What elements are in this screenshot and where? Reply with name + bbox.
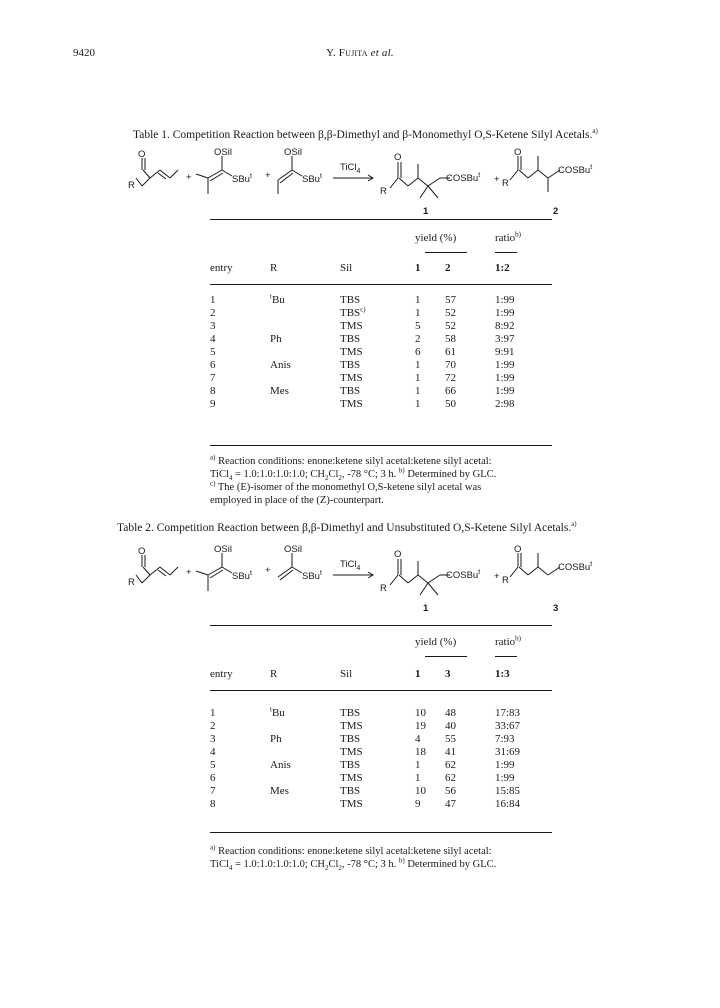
table-row xyxy=(210,333,550,346)
yield1-cell: 6 xyxy=(415,346,421,358)
r-cell xyxy=(270,307,340,320)
t2-sbu-1: SBu$^t$ xyxy=(232,570,252,582)
table-row xyxy=(210,320,550,333)
yield1-cell: 1 xyxy=(415,772,421,784)
r-cell xyxy=(270,320,340,333)
table2-note-a-line1: $^{a)}$ Reaction conditions: enone:ketene silyl acetal:ketene silyl acetal: xyxy=(210,843,492,857)
entry-cell: 9 xyxy=(210,398,216,410)
t1-enone xyxy=(128,149,178,191)
t1-arrow xyxy=(333,162,373,181)
table-row xyxy=(210,785,550,798)
r-cell xyxy=(270,798,340,811)
yield1-cell: 1 xyxy=(415,372,421,384)
t2-compound-label-3: 3 xyxy=(553,603,559,614)
table1-caption-text: Table 1. Competition Reaction between β,β-Dimethyl and β-Monomethyl O,S-Ketene Silyl Acetals. xyxy=(133,129,593,141)
entry-cell: 8 xyxy=(210,385,216,397)
table1-subheader xyxy=(210,262,550,275)
entry-cell: 6 xyxy=(210,359,216,371)
yield2-cell: 62 xyxy=(445,759,456,771)
yield2-cell: 55 xyxy=(445,733,456,745)
yield1-cell: 10 xyxy=(415,707,426,719)
t1-sbu-1: SBu$^t$ xyxy=(232,173,252,185)
yield2-cell: 52 xyxy=(445,320,456,332)
table1-yield-underline xyxy=(425,252,467,253)
ratio-cell: 17:83 xyxy=(495,707,521,719)
r-cell: Mes xyxy=(270,785,289,797)
r-cell: $^t$Bu xyxy=(270,705,285,719)
table-row xyxy=(210,720,550,733)
table-row xyxy=(210,385,550,398)
entry-cell: 2 xyxy=(210,307,216,319)
t1-o-label: O xyxy=(138,149,146,160)
t2-product-3 xyxy=(510,544,592,577)
t1-r-label-3: R xyxy=(502,178,509,189)
sil-cell: TMS xyxy=(340,398,363,410)
table-row xyxy=(210,772,550,785)
table1-col-r: R xyxy=(270,262,278,274)
r-cell: $^t$Bu xyxy=(270,292,285,306)
t2-r-label-3: R xyxy=(502,575,509,586)
yield2-cell: 48 xyxy=(445,707,456,719)
sil-cell: TMS xyxy=(340,320,363,332)
sil-cell: TMS xyxy=(340,372,363,384)
table1-col-ratio: 1:2 xyxy=(495,262,510,274)
t1-plus-3: + xyxy=(494,174,500,185)
page-number: 9420 xyxy=(73,47,95,59)
entry-cell: 4 xyxy=(210,333,216,345)
entry-cell: 2 xyxy=(210,720,216,732)
t2-o-label: O xyxy=(138,546,146,557)
table-row xyxy=(210,294,550,307)
table2-notes xyxy=(210,845,570,871)
entry-cell: 7 xyxy=(210,785,216,797)
yield1-cell: 18 xyxy=(415,746,426,758)
yield2-cell: 40 xyxy=(445,720,456,732)
t1-r-label-1: R xyxy=(128,180,135,191)
table1-col-y2: 2 xyxy=(445,262,451,274)
yield1-cell: 1 xyxy=(415,398,421,410)
t2-ketene-acetal-unsubstituted xyxy=(278,544,322,582)
r-cell xyxy=(270,372,340,385)
t2-plus-3: + xyxy=(494,571,500,582)
r-cell xyxy=(270,398,340,411)
table2-reaction-scheme xyxy=(128,543,598,615)
yield2-cell: 70 xyxy=(445,359,456,371)
t1-compound-label-2: 2 xyxy=(553,206,559,217)
sil-cell: TMS xyxy=(340,746,363,758)
r-cell: Ph xyxy=(270,333,282,345)
sil-cell: TMS xyxy=(340,346,363,358)
t2-r-label-1: R xyxy=(128,577,135,588)
ratio-cell: 1:99 xyxy=(495,759,515,771)
table2-col-r: R xyxy=(270,668,278,680)
r-cell xyxy=(270,746,340,759)
sil-cell: TMS xyxy=(340,772,363,784)
t2-osil-1: OSil xyxy=(214,544,232,555)
table1-col-entry: entry xyxy=(210,262,233,274)
ratio-cell: 1:99 xyxy=(495,372,515,384)
r-cell: Mes xyxy=(270,385,289,397)
sil-cell: TBS xyxy=(340,385,361,397)
table-row xyxy=(210,707,550,720)
table1-ratio-underline xyxy=(495,252,517,253)
t2-ketene-acetal-dimethyl xyxy=(196,544,252,591)
t2-cosbu-1: COSBu$^t$ xyxy=(446,569,481,581)
sil-cell: TMS xyxy=(340,798,363,810)
entry-cell: 7 xyxy=(210,372,216,384)
t2-o-label-3: O xyxy=(514,544,522,555)
running-head-etal: et al. xyxy=(370,47,394,59)
sil-cell: TBS xyxy=(340,733,361,745)
t1-ketene-acetal-dimethyl xyxy=(196,148,252,194)
t1-plus-1: + xyxy=(186,172,192,183)
sil-cell: TMS xyxy=(340,720,363,732)
t2-r-label-2: R xyxy=(380,583,387,594)
t1-sbu-2: SBu$^t$ xyxy=(302,173,322,185)
table2-col-y1: 1 xyxy=(415,668,421,680)
t2-cosbu-2: COSBu$^t$ xyxy=(558,561,593,573)
ratio-cell: 16:84 xyxy=(495,798,521,810)
entry-cell: 5 xyxy=(210,346,216,358)
r-cell xyxy=(270,346,340,359)
ratio-cell: 1:99 xyxy=(495,772,515,784)
t2-compound-label-1: 1 xyxy=(423,603,429,614)
r-cell: Anis xyxy=(270,759,291,771)
t2-sbu-2: SBu$^t$ xyxy=(302,570,322,582)
table2-caption-text: Table 2. Competition Reaction between β,β-Dimethyl and Unsubstituted O,S-Ketene Silyl Acetals. xyxy=(117,522,572,534)
table2-caption-mark: a) xyxy=(571,520,577,529)
ratio-cell: 15:85 xyxy=(495,785,521,797)
table-row xyxy=(210,359,550,372)
t1-osil-1: OSil xyxy=(214,148,232,158)
t1-product-2 xyxy=(510,148,592,192)
t1-cosbu-1: COSBu$^t$ xyxy=(446,172,481,184)
table1-bottom-rule xyxy=(210,445,552,446)
table2-col-y2: 3 xyxy=(445,668,451,680)
table1-note-a-line1: $^{a)}$ Reaction conditions: enone:ketene silyl acetal:ketene silyl acetal: xyxy=(210,453,492,467)
ratio-cell: 1:99 xyxy=(495,385,515,397)
yield1-cell: 1 xyxy=(415,359,421,371)
sil-cell: TBS xyxy=(340,333,361,345)
yield2-cell: 50 xyxy=(445,398,456,410)
t1-ketene-acetal-monomethyl xyxy=(278,148,322,194)
t1-o-label-2: O xyxy=(394,152,402,163)
entry-cell: 4 xyxy=(210,746,216,758)
yield1-cell: 1 xyxy=(415,385,421,397)
ratio-cell: 1:99 xyxy=(495,294,515,306)
yield2-cell: 66 xyxy=(445,385,456,397)
yield2-cell: 62 xyxy=(445,772,456,784)
table2-header xyxy=(210,636,550,649)
table-row xyxy=(210,759,550,772)
table1-note-c-line2: employed in place of the (Z)-counterpart. xyxy=(210,495,384,506)
table1-header-rule xyxy=(210,284,552,285)
yield2-cell: 56 xyxy=(445,785,456,797)
table1-caption xyxy=(133,129,598,141)
yield1-cell: 1 xyxy=(415,759,421,771)
table2-yield-header: yield (%) xyxy=(415,636,457,648)
ratio-cell: 33:67 xyxy=(495,720,521,732)
t2-enone xyxy=(128,546,178,588)
running-head xyxy=(0,47,720,59)
table-row xyxy=(210,372,550,385)
table1-caption-mark: a) xyxy=(592,127,598,136)
yield2-cell: 61 xyxy=(445,346,456,358)
svg-text:TiCl4: TiCl$_4$ xyxy=(340,162,361,175)
table-row xyxy=(210,307,550,320)
table2-col-sil: Sil xyxy=(340,668,353,680)
r-cell xyxy=(270,772,340,785)
table1-notes xyxy=(210,455,570,507)
t2-plus-2: + xyxy=(265,565,271,576)
sil-cell: TBS xyxy=(340,294,361,306)
yield1-cell: 1 xyxy=(415,294,421,306)
table2-caption xyxy=(117,522,577,534)
table2-ratio-header: ratio$^{b)}$ xyxy=(495,634,522,648)
table1-top-rule xyxy=(210,219,552,220)
t2-osil-2: OSil xyxy=(284,544,302,555)
table-row xyxy=(210,398,550,411)
ratio-cell: 3:97 xyxy=(495,333,515,345)
table-row xyxy=(210,346,550,359)
t1-cosbu-2: COSBu$^t$ xyxy=(558,164,593,176)
t1-plus-2: + xyxy=(265,170,271,181)
sil-cell: TBS xyxy=(340,785,361,797)
ratio-cell: 2:98 xyxy=(495,398,515,410)
table-row xyxy=(210,798,550,811)
yield2-cell: 72 xyxy=(445,372,456,384)
ratio-cell: 31:69 xyxy=(495,746,521,758)
t1-r-label-2: R xyxy=(380,186,387,197)
yield1-cell: 1 xyxy=(415,307,421,319)
yield2-cell: 57 xyxy=(445,294,456,306)
t1-compound-label-1: 1 xyxy=(423,206,429,217)
sil-cell: TBS xyxy=(340,759,361,771)
table1-col-sil: Sil xyxy=(340,262,353,274)
table2-header-rule xyxy=(210,690,552,691)
table1-col-y1: 1 xyxy=(415,262,421,274)
table1-body xyxy=(210,294,550,411)
entry-cell: 3 xyxy=(210,733,216,745)
yield1-cell: 5 xyxy=(415,320,421,332)
table2-subheader xyxy=(210,668,550,681)
yield1-cell: 4 xyxy=(415,733,421,745)
r-cell: Anis xyxy=(270,359,291,371)
sil-cell: TBS xyxy=(340,359,361,371)
table1-note-a-line2: TiCl$_4$ = 1.0:1.0:1.0:1.0; $CH_2Cl_2$, -78 °C; 3 h. $^{b)}$ Determined by GLC. xyxy=(210,466,497,483)
table2-col-ratio: 1:3 xyxy=(495,668,510,680)
running-head-author: Y. Fujita xyxy=(326,47,368,59)
svg-text:TiCl4: TiCl$_4$ xyxy=(340,559,361,572)
yield1-cell: 10 xyxy=(415,785,426,797)
table1-yield-header: yield (%) xyxy=(415,232,457,244)
ratio-cell: 1:99 xyxy=(495,307,515,319)
ratio-cell: 8:92 xyxy=(495,320,515,332)
entry-cell: 5 xyxy=(210,759,216,771)
table2-bottom-rule xyxy=(210,832,552,833)
yield1-cell: 19 xyxy=(415,720,426,732)
table2-ratio-underline xyxy=(495,656,517,657)
table1-reaction-scheme xyxy=(128,148,598,218)
table-row xyxy=(210,733,550,746)
entry-cell: 1 xyxy=(210,707,216,719)
yield2-cell: 47 xyxy=(445,798,456,810)
ratio-cell: 1:99 xyxy=(495,359,515,371)
yield2-cell: 41 xyxy=(445,746,456,758)
yield2-cell: 58 xyxy=(445,333,456,345)
ratio-cell: 9:91 xyxy=(495,346,515,358)
r-cell xyxy=(270,720,340,733)
sil-cell: TBS$^{c)}$ xyxy=(340,305,366,319)
t1-o-label-3: O xyxy=(514,148,522,158)
yield2-cell: 52 xyxy=(445,307,456,319)
table2-body xyxy=(210,707,550,811)
t2-plus-1: + xyxy=(186,567,192,578)
yield1-cell: 9 xyxy=(415,798,421,810)
r-cell: Ph xyxy=(270,733,282,745)
table1-ratio-header: ratio$^{b)}$ xyxy=(495,230,522,244)
entry-cell: 3 xyxy=(210,320,216,332)
yield1-cell: 2 xyxy=(415,333,421,345)
table2-note-a-line2: TiCl$_4$ = 1.0:1.0:1.0:1.0; $CH_2Cl_2$, -78 °C; 3 h. $^{b)}$ Determined by GLC. xyxy=(210,856,497,873)
t1-product-1 xyxy=(380,152,480,198)
t2-product-1 xyxy=(380,549,480,595)
t2-o-label-2: O xyxy=(394,549,402,560)
entry-cell: 8 xyxy=(210,798,216,810)
table-row xyxy=(210,746,550,759)
t2-arrow xyxy=(333,559,373,578)
entry-cell: 1 xyxy=(210,294,216,306)
t1-osil-2: OSil xyxy=(284,148,302,158)
table2-top-rule xyxy=(210,625,552,626)
table2-col-entry: entry xyxy=(210,668,233,680)
sil-cell: TBS xyxy=(340,707,361,719)
table2-yield-underline xyxy=(425,656,467,657)
table1-note-c-line1: $^{c)}$ The (E)-isomer of the monomethyl O,S-ketene silyl acetal was xyxy=(210,479,482,493)
table1-header xyxy=(210,232,550,245)
entry-cell: 6 xyxy=(210,772,216,784)
ratio-cell: 7:93 xyxy=(495,733,515,745)
